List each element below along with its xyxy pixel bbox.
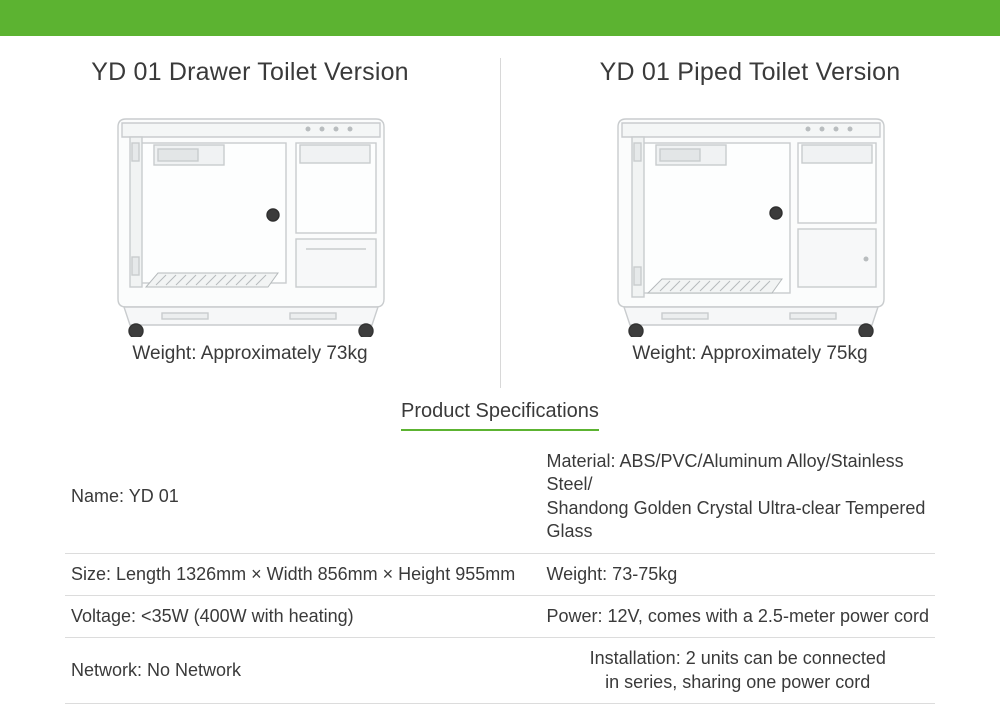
pet-cabinet-piped-toilet-illustration [600, 97, 900, 337]
table-row [65, 441, 935, 553]
specifications-heading: Product Specifications [401, 400, 599, 431]
spec-installation-line1: Installation: 2 units can be connected [589, 648, 886, 669]
product-weight-drawer: Weight: Approximately 73kg [132, 343, 368, 364]
spec-network-value: Network: No Network [71, 660, 242, 681]
spec-material-value [540, 441, 935, 553]
product-title-piped: YD 01 Piped Toilet Version [599, 58, 901, 86]
spec-name-label: Name: YD 01 [71, 486, 179, 507]
top-green-banner [0, 0, 1000, 36]
table-row [65, 553, 935, 595]
product-weight-piped: Weight: Approximately 75kg [632, 343, 868, 364]
product-card-drawer [0, 36, 500, 396]
spec-material-line1: Material: ABS/PVC/Aluminum Alloy/Stainless Steel/ [546, 451, 904, 495]
product-comparison-section [0, 36, 1000, 396]
spec-power-value: Power: 12V, comes with a 2.5-meter power cord [546, 605, 929, 626]
pet-cabinet-drawer-toilet-illustration [100, 97, 400, 337]
product-title-drawer: YD 01 Drawer Toilet Version [91, 58, 409, 86]
table-row [65, 595, 935, 637]
specifications-heading-row [0, 400, 1000, 431]
specifications-table [65, 441, 935, 704]
spec-material-line2: Shandong Golden Crystal Ultra-clear Tempered Glass [546, 497, 926, 542]
spec-weight-value: Weight: 73-75kg [546, 563, 678, 584]
spec-installation-line2: in series, sharing one power cord [605, 671, 871, 692]
product-card-piped [500, 36, 1000, 396]
spec-voltage-value: Voltage: <35W (400W with heating) [71, 605, 354, 626]
spec-size-value: Size: Length 1326mm × Width 856mm × Height 955mm [71, 563, 516, 584]
